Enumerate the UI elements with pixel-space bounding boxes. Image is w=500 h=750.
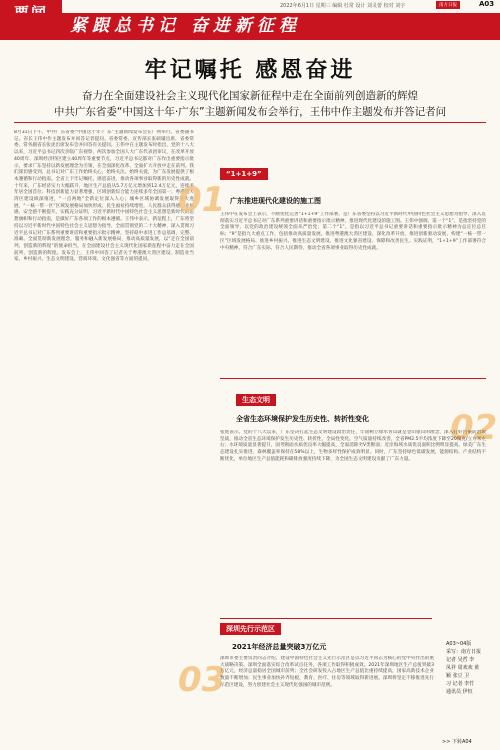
section-divider — [220, 618, 432, 619]
section-2-tag: 生态文明 — [236, 394, 276, 406]
section-2-text: 张虎表示，党的十八大以来，广东坚决扛起生态文明建设政治责任，牢固树立绿水青山就是金山银山的理念，深入打好污染防治攻坚战，推动全省生态环境保护发生历史性、转折性、全局性变化。空气质量持续改善，全省PM2.5平均浓度下降至20微克/立方米左右；水环境质量显著提升，国考断面水质优良率大幅提高，全面消除劣Ⅴ类断面；近岸海域水质优良面积比例明显提高。绿美广东生态建设扎实推进，森林覆盖率保持在58%以上，生物多样性保护成效明显。同时，广东坚持绿色低碳发展，能源结构、产业结构不断优化，单位地区生产总值能耗和碳排放强度持续下降，为全国生态文明建设贡献了广东力量。 — [220, 430, 486, 462]
section-1-title: 广东推进现代化建设的施工图 — [230, 197, 321, 205]
section-divider — [220, 378, 486, 379]
dateline: 2022年6月1日 星期三 编辑 杜常 设计 刘灵蕾 校对 刘宇 — [280, 3, 406, 9]
credit-line: 记者 吴哲 李 — [446, 657, 475, 663]
reporter-credits — [446, 640, 494, 696]
credit-line: A03~04版 — [446, 641, 472, 647]
credit-line: 通讯员 伊恒 — [446, 689, 473, 695]
headline: 牢记嘱托 感恩奋进 — [144, 57, 356, 83]
continued-link[interactable]: >> 下转A04 — [442, 739, 472, 745]
subheadline-1: 奋力在全面建设社会主义现代化国家新征程中走在全面前列创造新的辉煌 — [82, 90, 418, 102]
section-1-tag: “1+1+9” — [220, 168, 268, 180]
banner — [0, 13, 500, 40]
section-1-text: 王伟中在发布会上表示，不断优化完善“1+1+9”工作部署，是广东省委坚持以习近平新时代中国特色社会主义思想为指导、深入贯彻落实习近平总书记对广东系列重要讲话和重要指示批示精神、推进现代化建设的施工图。王伟中强调，第一个“1”，是指坚持党的全面领导，以党的政治建设统领全面从严治党；第二个“1”，是指以习近平总书记重要讲话和重要指示批示精神为总定位总目标；“9”是指九大重点工作，包括推动高质量发展、推进粤港澳大湾区建设、深化改革开放、推进创新驱动发展、构建“一核一带一区”区域发展格局、推进乡村振兴、推进生态文明建设、推进文化强省建设、保障和改善民生。实践证明，“1+1+9”工作部署符合中央精神、符合广东实际、符合人民期待，推动全省各项事业取得历史性成就。 — [220, 212, 486, 251]
section-3-tag: 深圳先行示范区 — [220, 623, 281, 635]
section-3-title: 2021年经济总量突破3万亿元 — [232, 643, 327, 651]
credit-line: 采写：南方日报 — [446, 649, 482, 655]
credit-line: 凤祥 周欢欢 黄 — [446, 665, 480, 671]
banner-title: 紧跟总书记 奋进新征程 — [70, 16, 301, 36]
credit-line: 颖 张豆 卫 — [446, 673, 470, 679]
page-number: A03 — [479, 0, 495, 8]
subheadline-2: 中共广东省委“中国这十年·广东”主题新闻发布会举行，王伟中作主题发布并答记者问 — [53, 106, 447, 118]
editor-badge: 南方日报 — [436, 1, 460, 9]
section-2-title: 全省生态环境保护发生历史性、转折性变化 — [236, 415, 369, 423]
lead-article-text: 8月31日下午，中共广东省委“中国这十年·广东”主题新闻发布会在广州举行。省委副书记、省长王伟中作主题发布并回答记者提问。省委常委、宣传部长张硕辅出席，省委常委、常务副省长张虎出席发布会并回答有关提问。王伟中在主题发布时指出，党的十八大以来，习近平总书记四次亲临广东视察，两次参加全国人大广东代表团审议，在改革开放40周年、深圳经济特区建立40周年等重要节点，习近平总书记都对广东作出重要指示批示，要求广东坚持以新发展理念为引领，在全面深化改革、全面扩大开放中走在前列。我们深切感受到，总书记对广东工作始终关心、始终关注、始终关爱，为广东发展提供了根本遵循和行动指南。全省上下牢记嘱托、感恩奋进，推动各项事业取得新的历史性成就。十年来，广东经济实力大幅跃升，地区生产总值从5.7万亿元增加到12.4万亿元，连续多年居全国首位；科技创新能力显著增强，区域创新综合能力连续多年全国第一；粤港澳大湾区建设纵深推进，“一点两地”全新定位深入人心；城乡区域协调发展取得重大进展，“一核一带一区”区域发展格局加快形成；民生福祉持续增进，人民群众获得感、幸福感、安全感不断提升。实践充分证明，习近平新时代中国特色社会主义思想是新时代的思想旗帜和行动指南，是做好广东各项工作的根本遵循。王伟中表示，新征程上，广东将坚持以习近平新时代中国特色社会主义思想为指导，全面贯彻党的二十大精神，深入贯彻习近平总书记对广东系列重要讲话和重要指示批示精神，坚持稳中求进工作总基调，完整、准确、全面贯彻新发展理念，服务和融入新发展格局，推动高质量发展，以“走在全国前列、创造新的辉煌”的使命担当，在全面建设社会主义现代化国家新征程中奋力走在全国前列，创造新的辉煌。发布会上，王伟中回答了记者关于粤港澳大湾区建设、制造业当家、乡村振兴、生态文明建设、营商环境、文化强省等方面的提问。 — [14, 130, 194, 263]
section-1-number: 01 — [178, 180, 226, 220]
section-2-number: 02 — [450, 408, 498, 448]
credit-line: 习 记者 李竹 — [446, 681, 475, 687]
section-3-number: 03 — [178, 660, 226, 700]
headline-divider — [14, 122, 486, 123]
section-3-text: 深圳市委主要负责同志介绍，建设中国特色社会主义先行示范区是以习近平同志为核心的党中央作出的重大战略决策。深圳全面落实综合改革试点任务，各项工作取得积极成效。2021年深圳地区生产总值突破3万亿元，经济总量稳居全国城市前列；全社会研发投入占地区生产总值比重持续提高，国家高新技术企业数量不断增加；民生事业加快补齐短板，教育、医疗、住房等领域取得新进展。深圳将坚定不移推进先行示范区建设，努力创建社会主义现代化强国的城市范例。 — [220, 656, 434, 688]
